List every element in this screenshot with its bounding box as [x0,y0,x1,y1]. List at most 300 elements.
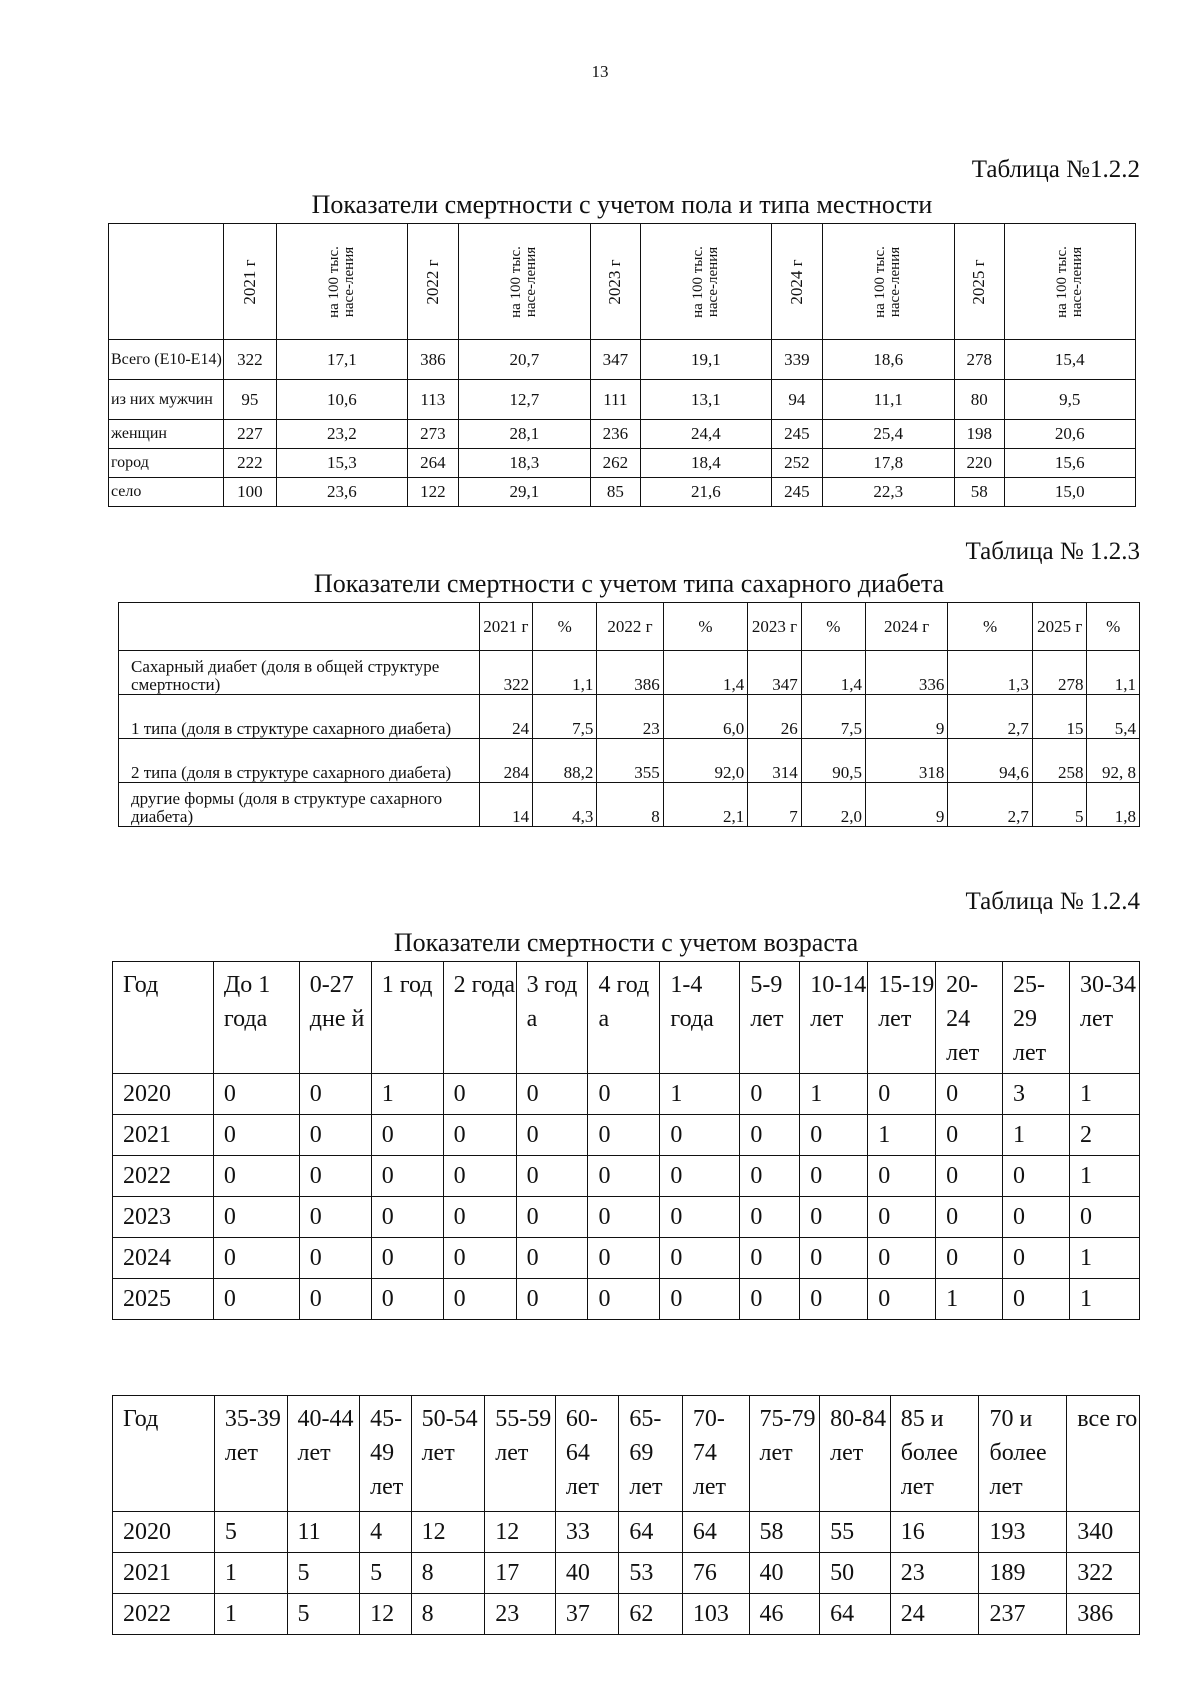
table-124-cell: 1 [1069,1156,1139,1197]
table-124-header-cell: 70 и более лет [979,1396,1067,1512]
table-124-cell: 58 [749,1512,820,1553]
table-124-cell: 0 [936,1074,1003,1115]
table-124-cell: 2 [1069,1115,1139,1156]
table-122-cell: 94 [772,380,823,420]
table-124-row [113,1156,1140,1197]
table-122-row-label: из них мужчин [109,380,224,420]
table-124-row [113,1512,1140,1553]
table-124-header-row [113,962,1140,1074]
table-122-cell: 15,4 [1004,340,1135,380]
table-122-cell: 222 [224,449,277,478]
table-123-cell: 2,7 [948,783,1033,827]
table-123-cell: 92, 8 [1087,739,1140,783]
table-123-cell: 15 [1032,695,1087,739]
table-124-cell: 62 [619,1594,683,1635]
table-123-header-row [119,603,1140,651]
table-122-cell: 20,7 [458,340,590,380]
table-122-cell: 18,3 [458,449,590,478]
table-124-header-cell: 65-69 лет [619,1396,683,1512]
table-124-cell: 0 [1003,1279,1070,1320]
table-124-cell: 23 [890,1553,979,1594]
table-122-header-text: на 100 тыс. насе-ления [689,245,721,318]
table-124-cell: 0 [740,1279,800,1320]
table-124-cell: 0 [371,1197,443,1238]
table-124-cell: 0 [868,1074,936,1115]
table-124-cell: 0 [740,1238,800,1279]
table-124-cell: 0 [800,1197,868,1238]
table-123-row [119,783,1140,827]
table-123-cell: 1,1 [1087,651,1140,695]
table-123 [118,602,1140,827]
table-122-header-cell [276,224,407,340]
table-124-header-cell: 1 год [371,962,443,1074]
table-122-header-cell [591,224,641,340]
table-124-cell: 0 [443,1115,516,1156]
table-123-header-cell: 2021 г [479,603,533,651]
table-123-cell: 6,0 [663,695,748,739]
table-123-cell: 8 [597,783,663,827]
table-123-cell: 347 [748,651,802,695]
table-123-cell: 23 [597,695,663,739]
table-122-cell: 29,1 [458,478,590,507]
table-122-header-cell [1004,224,1135,340]
table-122-cell: 278 [954,340,1004,380]
table-124-header-cell: 30-34 лет [1069,962,1139,1074]
table-124-header-cell: 3 год а [516,962,588,1074]
table-124-cell: 1 [1069,1074,1139,1115]
table-124-cell: 0 [516,1074,588,1115]
table-124-header-cell: 2 года [443,962,516,1074]
table-122-cell: 10,6 [276,380,407,420]
table-123-cell: 1,3 [948,651,1033,695]
table-122-cell: 12,7 [458,380,590,420]
table-122-cell: 386 [408,340,459,380]
table-124-header-cell: 1-4 года [660,962,740,1074]
table-122-row-label: женщин [109,420,224,449]
table-123-cell: 258 [1032,739,1087,783]
table-124-cell: 193 [979,1512,1067,1553]
table-124-header-cell: До 1 года [213,962,299,1074]
table-124-cell: 0 [660,1156,740,1197]
table-122-row [109,478,1136,507]
table-124-cell: 0 [299,1115,371,1156]
table-124-row [113,1238,1140,1279]
table-124-cell: 1 [936,1279,1003,1320]
table-124-cell: 1 [214,1553,287,1594]
table-124-cell: 1 [371,1074,443,1115]
table-124-cell: 0 [371,1238,443,1279]
table-124-cell: 0 [588,1238,660,1279]
table-124-cell: 0 [299,1074,371,1115]
table-124-cell: 0 [936,1197,1003,1238]
table-124-cell: 0 [213,1238,299,1279]
table-124-cell: 5 [214,1512,287,1553]
table-124-cell: 12 [485,1512,556,1553]
table-122-header-cell [772,224,823,340]
table-122-cell: 198 [954,420,1004,449]
table-123-cell: 1,4 [663,651,748,695]
table-124-cell: 0 [213,1279,299,1320]
table-122-cell: 22,3 [822,478,954,507]
table-124-cell: 0 [371,1156,443,1197]
table-124-cell: 0 [299,1197,371,1238]
table-122-cell: 252 [772,449,823,478]
table-123-cell: 24 [479,695,533,739]
table-124-cell: 0 [213,1115,299,1156]
table-124-row [113,1115,1140,1156]
table-124-cell: 5 [360,1553,411,1594]
table-122-cell: 15,6 [1004,449,1135,478]
table-122-cell: 227 [224,420,277,449]
table-123-cell: 4,3 [533,783,597,827]
table-122-title: Показатели смертности с учетом пола и типа местности [311,190,933,219]
table-123-cell: 322 [479,651,533,695]
table-122-header-text: 2024 г [786,258,806,305]
table-122-header-text: на 100 тыс. насе-ления [508,245,540,318]
table-124-cell: 0 [588,1156,660,1197]
table-123-cell: 2,7 [948,695,1033,739]
table-124-header-cell: 20-24 лет [936,962,1003,1074]
table-124-cell: 0 [443,1074,516,1115]
table-124-cell: 0 [868,1197,936,1238]
table-124-header-cell: 10-14 лет [800,962,868,1074]
table-124-cell: 0 [213,1197,299,1238]
table-122-cell: 15,0 [1004,478,1135,507]
table-123-cell: 9 [865,695,947,739]
table-122-cell: 21,6 [640,478,771,507]
table-124-cell: 0 [588,1115,660,1156]
table-123-cell: 7 [748,783,802,827]
table-124-header-cell: 70-74 лет [682,1396,749,1512]
table-124-cell: 17 [485,1553,556,1594]
table-123-header-cell: 2023 г [748,603,802,651]
table-122-cell: 236 [591,420,641,449]
table-124-cell: 0 [213,1156,299,1197]
table-124-cell: 237 [979,1594,1067,1635]
table-124-year-cell: 2025 [113,1279,214,1320]
table-124-cell: 0 [660,1238,740,1279]
table-124-cell: 386 [1067,1594,1140,1635]
table-124-cell: 0 [299,1238,371,1279]
table-123-cell: 9 [865,783,947,827]
table-122-cell: 11,1 [822,380,954,420]
table-123-cell: 7,5 [533,695,597,739]
table-124-cell: 53 [619,1553,683,1594]
table-123-cell: 26 [748,695,802,739]
table-124-cell: 5 [287,1594,360,1635]
table-124-row [113,1074,1140,1115]
table-124-cell: 1 [1069,1279,1139,1320]
table-124-year-cell: 2020 [113,1074,214,1115]
table-122-row [109,340,1136,380]
table-124-cell: 46 [749,1594,820,1635]
table-123-header-cell: 2024 г [865,603,947,651]
table-124-cell: 0 [800,1238,868,1279]
table-124-cell: 0 [660,1279,740,1320]
table-124-header-cell: 5-9 лет [740,962,800,1074]
table-123-row-label: Сахарный диабет (доля в общей структуре смертности) [119,651,480,695]
table-123-title: Показатели смертности с учетом типа сахарного диабета [313,569,945,598]
table-123-cell: 1,4 [801,651,865,695]
table-124-cell: 0 [740,1115,800,1156]
table-124-row [113,1197,1140,1238]
table-124-cell: 0 [936,1238,1003,1279]
table-124-header-cell: 60-64 лет [555,1396,619,1512]
table-124-year-cell: 2022 [113,1156,214,1197]
table-122-cell: 95 [224,380,277,420]
table-124-cell: 64 [682,1512,749,1553]
table-123-row [119,739,1140,783]
table-123-header-cell: % [663,603,748,651]
table-124-header-cell: 85 и более лет [890,1396,979,1512]
table-123-cell: 5,4 [1087,695,1140,739]
table-123-cell: 92,0 [663,739,748,783]
table-124-cell: 0 [1003,1197,1070,1238]
table-124-cell: 0 [371,1279,443,1320]
table-124-title: Показатели смертности с учетом возраста [393,928,859,957]
table-122-cell: 17,8 [822,449,954,478]
table-123-cell: 5 [1032,783,1087,827]
table-122-row [109,449,1136,478]
table-124-year-cell: 2021 [113,1115,214,1156]
table-122-cell: 113 [408,380,459,420]
table-124-cell: 0 [443,1279,516,1320]
table-123-cell: 1,1 [533,651,597,695]
table-124-cell: 0 [660,1115,740,1156]
table-124-cell: 0 [800,1279,868,1320]
table-122-cell: 85 [591,478,641,507]
table-122-cell: 339 [772,340,823,380]
table-124-cell: 322 [1067,1553,1140,1594]
table-122-header-cell [408,224,459,340]
table-123-header-cell: % [533,603,597,651]
table-123-cell: 2,0 [801,783,865,827]
table-123-row-label: 2 типа (доля в структуре сахарного диабета) [119,739,480,783]
table-122-header-text: на 100 тыс. насе-ления [1053,245,1085,318]
table-122-cell: 264 [408,449,459,478]
table-124-cell: 1 [868,1115,936,1156]
table-122-header-cell [640,224,771,340]
table-124-part2 [112,1395,1140,1635]
table-123-corner [119,603,480,651]
table-124-cell: 0 [516,1156,588,1197]
table-122-cell: 18,6 [822,340,954,380]
table-124-header-cell: Год [113,962,214,1074]
table-122-cell: 220 [954,449,1004,478]
table-123-cell: 314 [748,739,802,783]
table-124-cell: 340 [1067,1512,1140,1553]
table-124-cell: 0 [740,1074,800,1115]
table-124-row [113,1594,1140,1635]
table-122-header-text: 2025 г [969,258,989,305]
table-124-cell: 0 [868,1279,936,1320]
table-124-header-cell: 4 год а [588,962,660,1074]
table-122-cell: 80 [954,380,1004,420]
table-122-row-label: город [109,449,224,478]
table-122-cell: 24,4 [640,420,771,449]
table-122-cell: 9,5 [1004,380,1135,420]
table-124-cell: 37 [555,1594,619,1635]
table-122-header-cell [822,224,954,340]
table-123-cell: 2,1 [663,783,748,827]
table-124-cell: 0 [868,1238,936,1279]
table-124-cell: 0 [1069,1197,1139,1238]
table-124-cell: 0 [371,1115,443,1156]
table-124-cell: 0 [1003,1156,1070,1197]
table-123-header-cell: 2022 г [597,603,663,651]
table-122-cell: 23,2 [276,420,407,449]
table-124-cell: 40 [555,1553,619,1594]
table-124-header-cell: 0-27 дне й [299,962,371,1074]
table-123-row [119,695,1140,739]
table-122-cell: 25,4 [822,420,954,449]
table-123-header-cell: % [801,603,865,651]
table-123-cell: 7,5 [801,695,865,739]
table-124-header-cell: 45-49 лет [360,1396,411,1512]
table-123-cell: 94,6 [948,739,1033,783]
table-124-year-cell: 2023 [113,1197,214,1238]
table-123-cell: 318 [865,739,947,783]
table-122-row [109,380,1136,420]
table-122-cell: 18,4 [640,449,771,478]
table-124-year-cell: 2020 [113,1512,215,1553]
table-124-cell: 0 [516,1238,588,1279]
table-124-cell: 0 [740,1197,800,1238]
table-124-cell: 16 [890,1512,979,1553]
table-122-cell: 28,1 [458,420,590,449]
table-124-cell: 0 [443,1238,516,1279]
table-123-cell: 90,5 [801,739,865,783]
table-124-part1 [112,961,1140,1320]
table-123-row [119,651,1140,695]
table-124-cell: 40 [749,1553,820,1594]
table-123-header-cell: % [1087,603,1140,651]
table-124-header-cell: Год [113,1396,215,1512]
table-124-cell: 0 [868,1156,936,1197]
table-123-cell: 284 [479,739,533,783]
table-124-cell: 12 [360,1594,411,1635]
table-124-cell: 33 [555,1512,619,1553]
table-124-cell: 12 [411,1512,485,1553]
table-124-header-cell: 25-29 лет [1003,962,1070,1074]
table-123-cell: 355 [597,739,663,783]
table-122-header-text: на 100 тыс. насе-ления [872,245,904,318]
table-124-cell: 189 [979,1553,1067,1594]
table-122-cell: 20,6 [1004,420,1135,449]
table-124-cell: 0 [588,1074,660,1115]
table-122-cell: 58 [954,478,1004,507]
table-124-header-cell: 55-59 лет [485,1396,556,1512]
table-124-cell: 0 [443,1156,516,1197]
table-124-cell: 0 [299,1156,371,1197]
table-123-caption: Таблица № 1.2.3 [965,538,1140,565]
table-124-header-row [113,1396,1140,1512]
table-124-header-cell: 15-19 лет [868,962,936,1074]
table-124-cell: 0 [443,1197,516,1238]
table-124-year-cell: 2021 [113,1553,215,1594]
table-122-header-cell [458,224,590,340]
table-124-caption: Таблица № 1.2.4 [965,888,1140,915]
table-122-cell: 122 [408,478,459,507]
table-124-cell: 0 [516,1279,588,1320]
table-122-cell: 19,1 [640,340,771,380]
table-124-header-cell: 75-79 лет [749,1396,820,1512]
table-122-header-text: 2023 г [605,258,625,305]
table-124-year-cell: 2022 [113,1594,215,1635]
table-124-cell: 8 [411,1594,485,1635]
table-122-cell: 100 [224,478,277,507]
table-122-cell: 17,1 [276,340,407,380]
table-124-header-cell: 50-54 лет [411,1396,485,1512]
table-122-caption: Таблица №1.2.2 [971,156,1140,183]
table-122-cell: 111 [591,380,641,420]
table-122-cell: 322 [224,340,277,380]
table-124-cell: 0 [516,1115,588,1156]
table-122-row [109,420,1136,449]
table-124-cell: 3 [1003,1074,1070,1115]
table-122-header-text: 2021 г [239,258,259,305]
table-123-cell: 88,2 [533,739,597,783]
table-124-header-cell: все го [1067,1396,1140,1512]
table-124-cell: 24 [890,1594,979,1635]
table-123-cell: 14 [479,783,533,827]
table-124-cell: 0 [936,1156,1003,1197]
page-number: 13 [591,62,609,81]
table-122-header-cell [954,224,1004,340]
table-124-cell: 1 [214,1594,287,1635]
table-123-header-cell: % [948,603,1033,651]
table-123-header-cell: 2025 г [1032,603,1087,651]
table-122-row-label: Всего (Е10-Е14) [109,340,224,380]
table-124-cell: 0 [1003,1238,1070,1279]
table-124-cell: 4 [360,1512,411,1553]
table-122-cell: 245 [772,478,823,507]
table-124-cell: 11 [287,1512,360,1553]
table-124-cell: 0 [800,1156,868,1197]
table-124-cell: 64 [820,1594,891,1635]
table-124-cell: 8 [411,1553,485,1594]
table-124-cell: 0 [740,1156,800,1197]
table-122-cell: 347 [591,340,641,380]
table-122-cell: 15,3 [276,449,407,478]
table-122 [108,223,1136,507]
table-123-cell: 336 [865,651,947,695]
table-122-row-label: село [109,478,224,507]
table-122-cell: 13,1 [640,380,771,420]
table-124-row [113,1279,1140,1320]
table-122-header-text: 2022 г [422,258,442,305]
table-124-cell: 1 [1069,1238,1139,1279]
table-124-header-cell: 40-44 лет [287,1396,360,1512]
table-123-cell: 386 [597,651,663,695]
table-122-header-text: на 100 тыс. насе-ления [325,245,357,318]
table-124-cell: 5 [287,1553,360,1594]
table-124-cell: 0 [936,1115,1003,1156]
table-124-cell: 64 [619,1512,683,1553]
table-124-cell: 0 [588,1197,660,1238]
table-124-cell: 0 [299,1279,371,1320]
table-124-header-cell: 80-84 лет [820,1396,891,1512]
table-124-cell: 55 [820,1512,891,1553]
table-124-cell: 1 [1003,1115,1070,1156]
table-122-cell: 273 [408,420,459,449]
table-124-cell: 103 [682,1594,749,1635]
table-122-header-row [109,224,1136,340]
table-124-cell: 0 [660,1197,740,1238]
table-124-cell: 1 [800,1074,868,1115]
table-124-cell: 1 [660,1074,740,1115]
table-122-cell: 23,6 [276,478,407,507]
